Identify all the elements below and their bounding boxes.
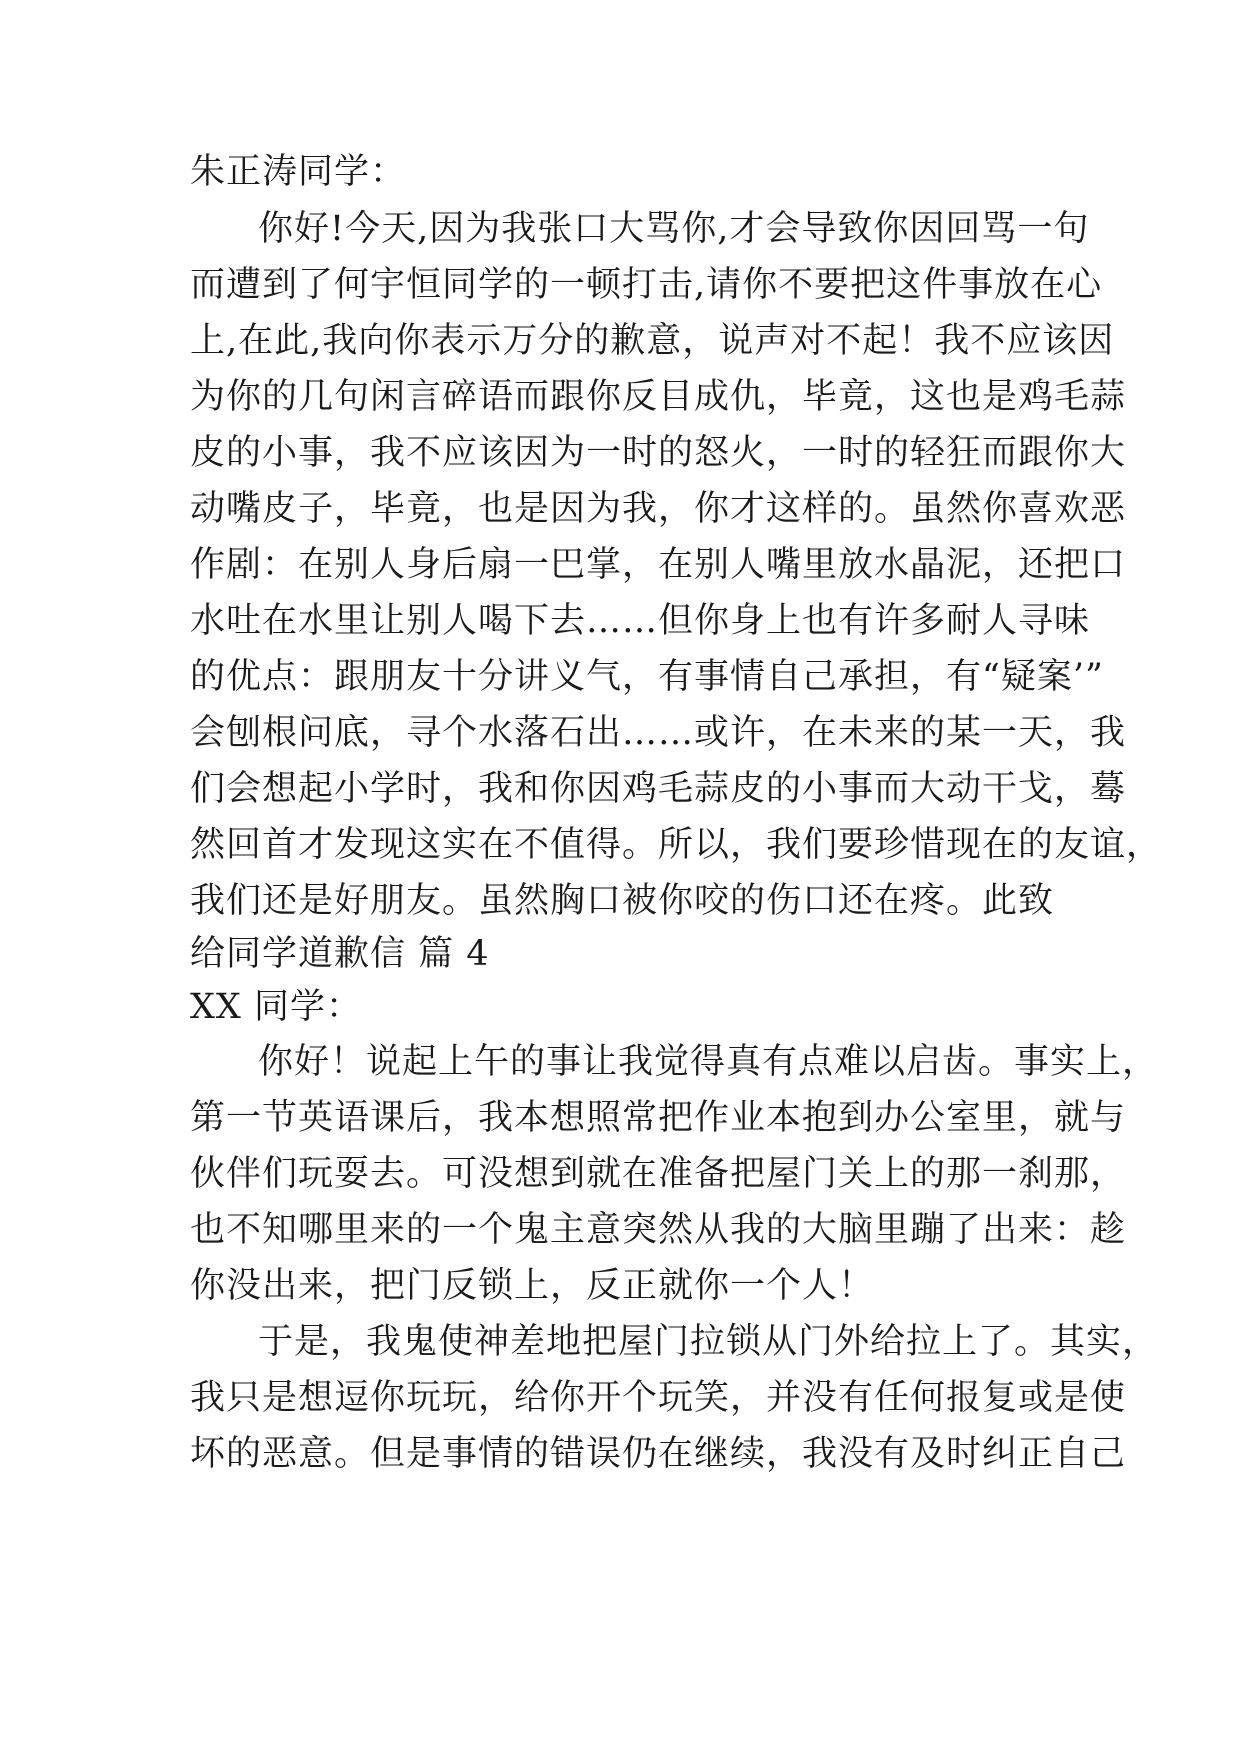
paragraph-line: 上,在此,我向你表示万分的歉意，说声对不起！我不应该因 [190, 321, 1115, 361]
section-heading: 给同学道歉信 篇 4 [190, 934, 490, 974]
paragraph-line: 你好!今天,因为我张口大骂你,才会导致你因回骂一句 [258, 209, 1090, 249]
paragraph-line: 皮的小事，我不应该因为一时的怒火，一时的轻狂而跟你大 [190, 433, 1127, 473]
paragraph-line: 水吐在水里让别人喝下去……但你身上也有许多耐人寻味 [190, 601, 1091, 641]
paragraph-line: 作剧：在别人身后扇一巴掌，在别人嘴里放水晶泥，还把口 [190, 545, 1127, 585]
salutation-line: 朱正涛同学： [190, 152, 407, 192]
paragraph-line: 我们还是好朋友。虽然胸口被你咬的伤口还在疼。此致 [190, 881, 1055, 921]
paragraph-line: 们会想起小学时，我和你因鸡毛蒜皮的小事而大动干戈，蓦 [190, 769, 1127, 809]
paragraph-line: 第一节英语课后，我本想照常把作业本抱到办公室里，就与 [190, 1098, 1127, 1138]
paragraph-line: 伙伴们玩耍去。可没想到就在准备把屋门关上的那一刹那， [190, 1154, 1127, 1194]
paragraph-line: 为你的几句闲言碎语而跟你反目成仇，毕竟，这也是鸡毛蒜 [190, 377, 1127, 417]
paragraph-line: 动嘴皮子，毕竟，也是因为我，你才这样的。虽然你喜欢恶 [190, 489, 1127, 529]
paragraph-line: 你好！说起上午的事让我觉得真有点难以启齿。事实上， [258, 1042, 1159, 1082]
paragraph-line: 我只是想逗你玩玩，给你开个玩笑，并没有任何报复或是使 [190, 1378, 1127, 1418]
salutation-line: XX 同学： [190, 987, 362, 1027]
paragraph-line: 坏的恶意。但是事情的错误仍在继续，我没有及时纠正自己 [190, 1434, 1127, 1474]
paragraph-line: 而遭到了何宇恒同学的一顿打击,请你不要把这件事放在心 [190, 265, 1103, 305]
paragraph-line: 会刨根问底，寻个水落石出……或许，在未来的某一天，我 [190, 713, 1127, 753]
paragraph-line: 的优点：跟朋友十分讲义气，有事情自己承担，有“疑案’” [190, 657, 1104, 697]
paragraph-line: 然回首才发现这实在不值得。所以，我们要珍惜现在的友谊， [190, 825, 1163, 865]
paragraph-line: 你没出来，把门反锁上，反正就你一个人！ [190, 1266, 875, 1306]
paragraph-line: 于是，我鬼使神差地把屋门拉锁从门外给拉上了。其实， [258, 1322, 1159, 1362]
paragraph-line: 也不知哪里来的一个鬼主意突然从我的大脑里蹦了出来：趁 [190, 1210, 1127, 1250]
